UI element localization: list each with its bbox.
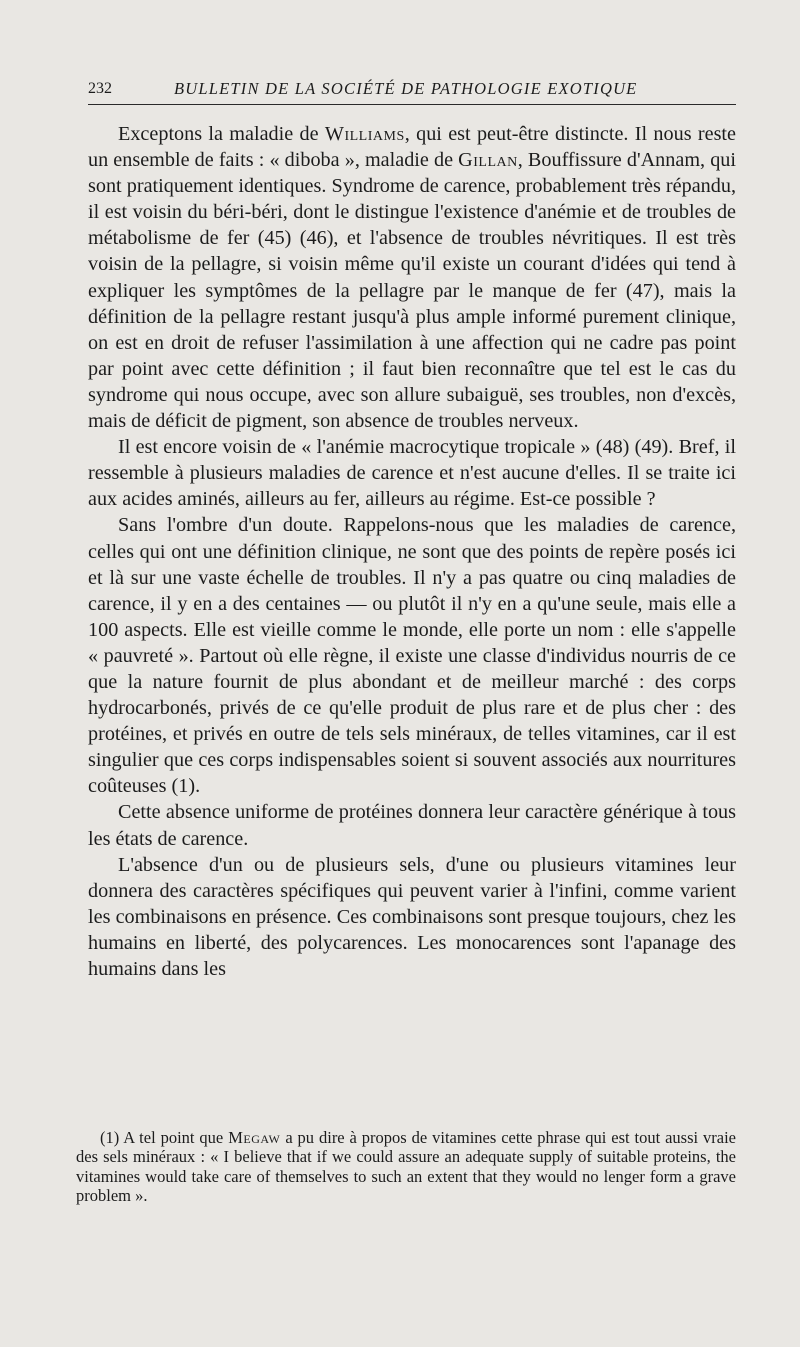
footnote-text: [76, 1128, 736, 1205]
text-span: , Bouffissure d'Annam, qui sont pratiquement identiques. Syndrome de carence, probablement très répandu, il est voisin du béri-béri, dont le distingue l'existence d'anémie et de troubles de métabolisme de fer (45) (46), et l'absence de troubles névritiques. Il est très voisin de la pellagre, si voisin même qu'il existe un courant d'idées qui tend à expliquer les symptômes de la pellagre par le manque de fer (47), mais la définition de la pellagre restant jusqu'à plus ample informé purement clinique, on est en droit de refuser l'assimilation à une affection qui ne cadre pas point par point avec cette définition ; il faut bien reconnaître que tel est le cas du syndrome qui nous occupe, avec son allure subaiguë, ses troubles, non d'excès, mais de déficit de pigment, son absence de troubles nerveux.: [88, 149, 736, 433]
author-name: Williams: [324, 123, 405, 145]
page-number: 232: [88, 80, 112, 97]
text-span: (1) A tel point que: [100, 1128, 229, 1147]
running-title: BULLETIN DE LA SOCIÉTÉ DE PATHOLOGIE EXOTIQUE: [174, 79, 638, 98]
page-header: [88, 78, 736, 105]
text-span: , qui est peut-être distincte. Il nous reste un ensemble de faits : « diboba », maladie de: [88, 123, 737, 172]
paragraph: Sans l'ombre d'un doute. Rappelons-nous que les maladies de carence, celles qui ont une définition clinique, ne sont que des points de repère posés ici et là sur une vaste échelle de troubles. Il n'y a pas quatre ou cinq maladies de carence, il y en a des centaines — ou plutôt il n'y en a qu'une seule, mais elle a 100 aspects. Elle est vieille comme le monde, elle porte un nom : elle s'appelle « pauvreté ». Partout où elle règne, il existe une classe d'individus nourris de ce que la nature fournit de plus abondant et de meilleur marché : des corps hydrocarbonés, privés de ce qu'elle produit de plus rare et de plus cher : des protéines, et privés en outre de tels sels minéraux, de telles vitamines, car il est singulier que ces corps indispensables soient si souvent associés aux nourritures coûteuses (1).: [88, 514, 736, 798]
paragraph: Cette absence uniforme de protéines donnera leur caractère générique à tous les états de carence.: [88, 801, 736, 850]
paragraph: L'absence d'un ou de plusieurs sels, d'une ou plusieurs vitamines leur donnera des caractères spécifiques qui peuvent varier à l'infini, comme varient les combinaisons en présence. Ces combinaisons sont presque toujours, chez les humains en liberté, des polycarences. Les monocarences sont l'apanage des humains dans les: [88, 853, 736, 980]
body-text: [88, 121, 736, 982]
text-span: Exceptons la maladie de: [118, 123, 325, 145]
text-span: a pu dire à propos de vitamines cette phrase qui est tout aussi vraie des sels minéraux : « I believe that if we could assure an adequate supply of suitable proteins, the vitamines would take care of themselves to such an extent that they would no lenger form a grave problem ».: [76, 1128, 736, 1205]
paragraph: [88, 121, 736, 434]
footnote: [76, 1128, 736, 1205]
author-name: Gillan: [458, 149, 518, 172]
paragraph: Il est encore voisin de « l'anémie macrocytique tropicale » (48) (49). Bref, il ressemble à plusieurs maladies de carence et n'est aucune d'elles. Il se traite ici aux acides aminés, ailleurs au fer, ailleurs au régime. Est-ce possible ?: [88, 436, 736, 511]
author-name: Megaw: [228, 1128, 281, 1147]
